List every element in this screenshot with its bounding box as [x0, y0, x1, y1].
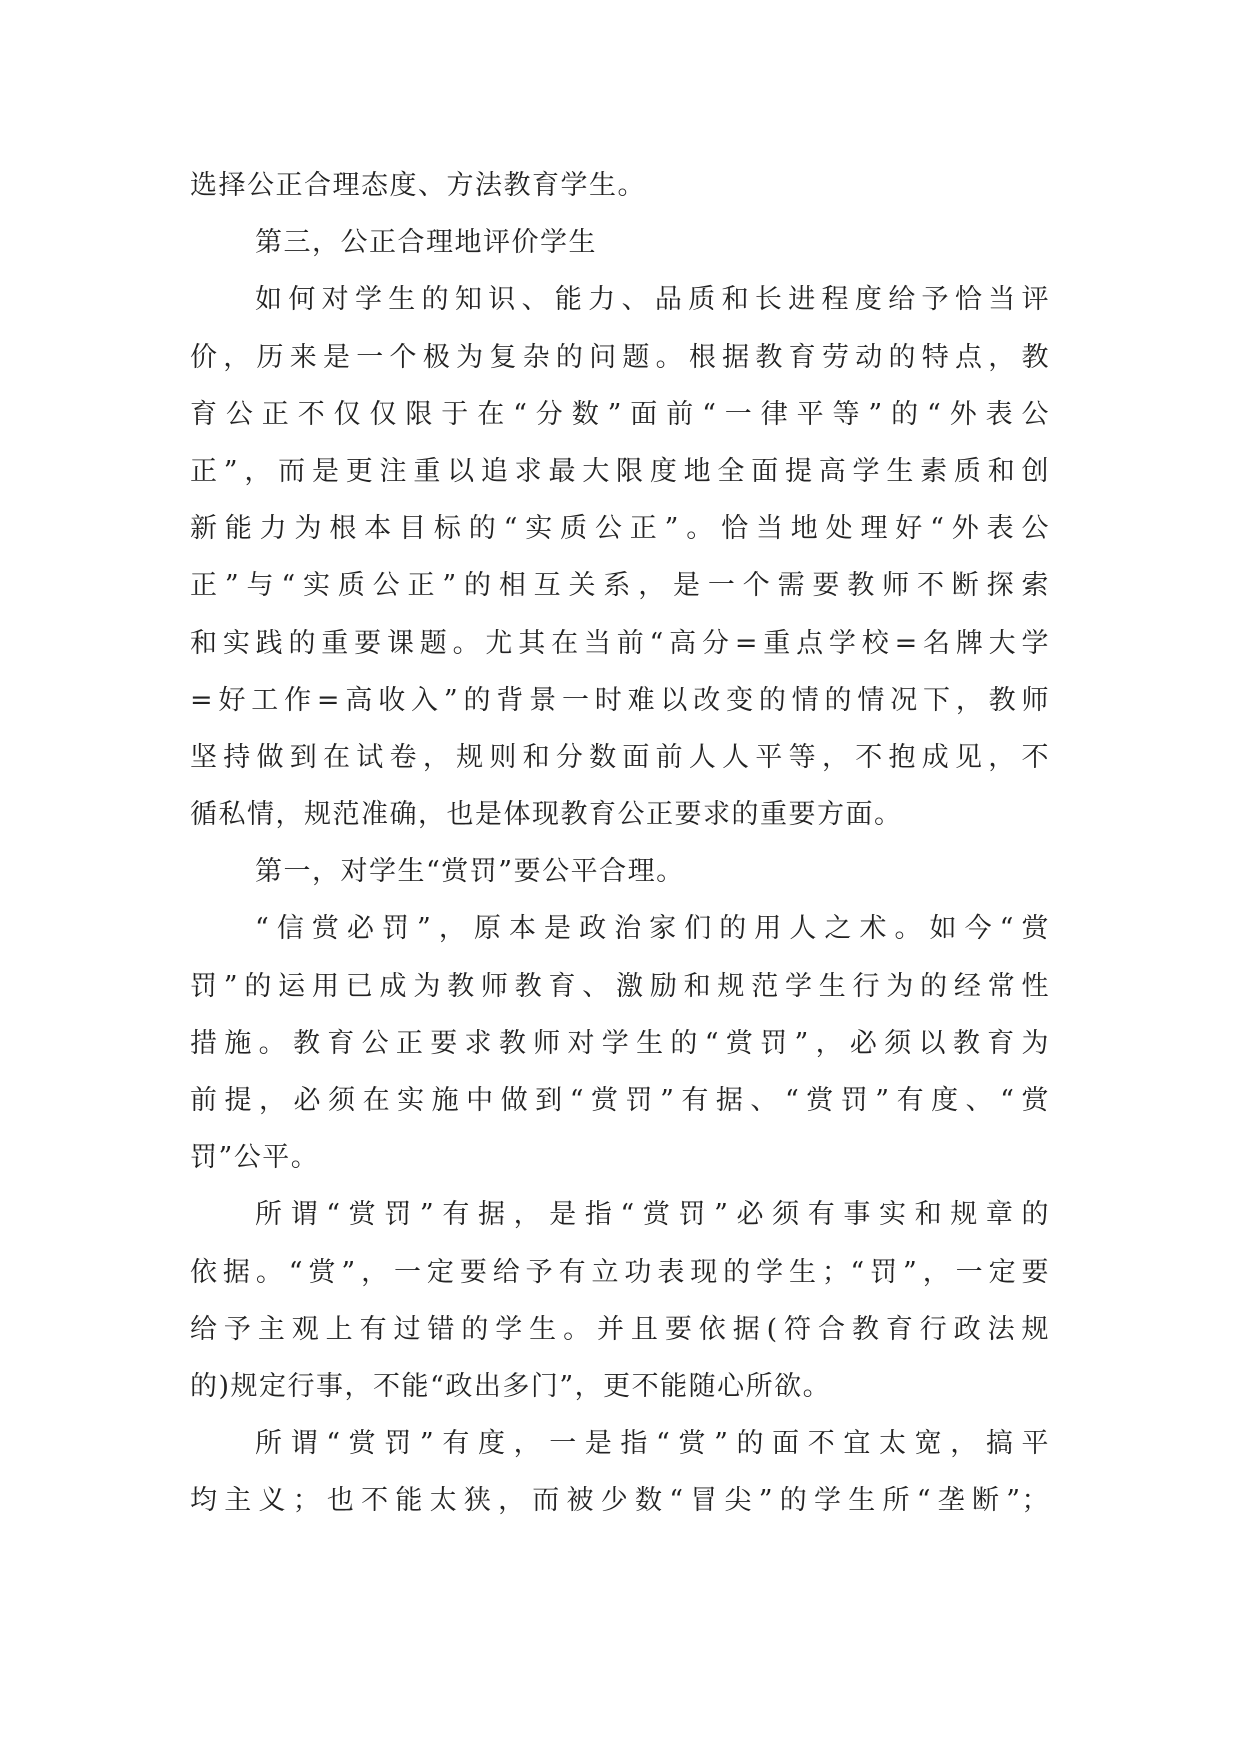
text-line: 的)规定行事，不能“政出多门”，更不能随心所欲。	[190, 1370, 832, 1402]
text-line: 前提，必须在实施中做到“赏罚”有据、“赏罚”有度、“赏	[190, 1085, 1050, 1116]
text-line: 坚持做到在试卷，规则和分数面前人人平等，不抱成见，不	[190, 741, 1050, 773]
section-heading: 第一，对学生“赏罚”要公平合理。	[255, 856, 685, 888]
text-line: 循私情，规范准确，也是体现教育公正要求的重要方面。	[190, 799, 903, 831]
text-line: 育公正不仅仅限于在“分数”面前“一律平等”的“外表公	[190, 398, 1050, 430]
text-line: 新能力为根本目标的“实质公正”。恰当地处理好“外表公	[190, 513, 1050, 545]
text-line: 措施。教育公正要求教师对学生的“赏罚”，必须以教育为	[190, 1027, 1050, 1059]
text-line: =好工作=高收入”的背景一时难以改变的情的情况下，教师	[190, 684, 1050, 716]
document-body	[190, 157, 1050, 1530]
text-line: 所谓“赏罚”有度，一是指“赏”的面不宜太宽，搞平	[255, 1428, 1050, 1460]
text-line: 价，历来是一个极为复杂的问题。根据教育劳动的特点，教	[190, 341, 1050, 373]
text-line: 正”，而是更注重以追求最大限度地全面提高学生素质和创	[190, 455, 1050, 487]
text-line: 罚”公平。	[190, 1142, 320, 1174]
text-line: “信赏必罚”，原本是政治家们的用人之术。如今“赏	[255, 913, 1050, 945]
text-line: 均主义；也不能太狭，而被少数“冒尖”的学生所“垄断”；	[190, 1485, 1050, 1517]
text-line: 依据。“赏”，一定要给予有立功表现的学生；“罚”，一定要	[190, 1256, 1050, 1288]
text-line: 罚”的运用已成为教师教育、激励和规范学生行为的经常性	[190, 970, 1050, 1002]
text-line: 正”与“实质公正”的相互关系，是一个需要教师不断探索	[190, 570, 1050, 602]
text-line: 如何对学生的知识、能力、品质和长进程度给予恰当评	[255, 284, 1050, 316]
section-heading: 第三，公正合理地评价学生	[255, 227, 597, 259]
text-line: 选择公正合理态度、方法教育学生。	[190, 170, 646, 201]
text-line: 和实践的重要课题。尤其在当前“高分=重点学校=名牌大学	[190, 627, 1050, 659]
text-line: 给予主观上有过错的学生。并且要依据(符合教育行政法规	[190, 1313, 1050, 1345]
text-line: 所谓“赏罚”有据，是指“赏罚”必须有事实和规章的	[255, 1199, 1050, 1231]
